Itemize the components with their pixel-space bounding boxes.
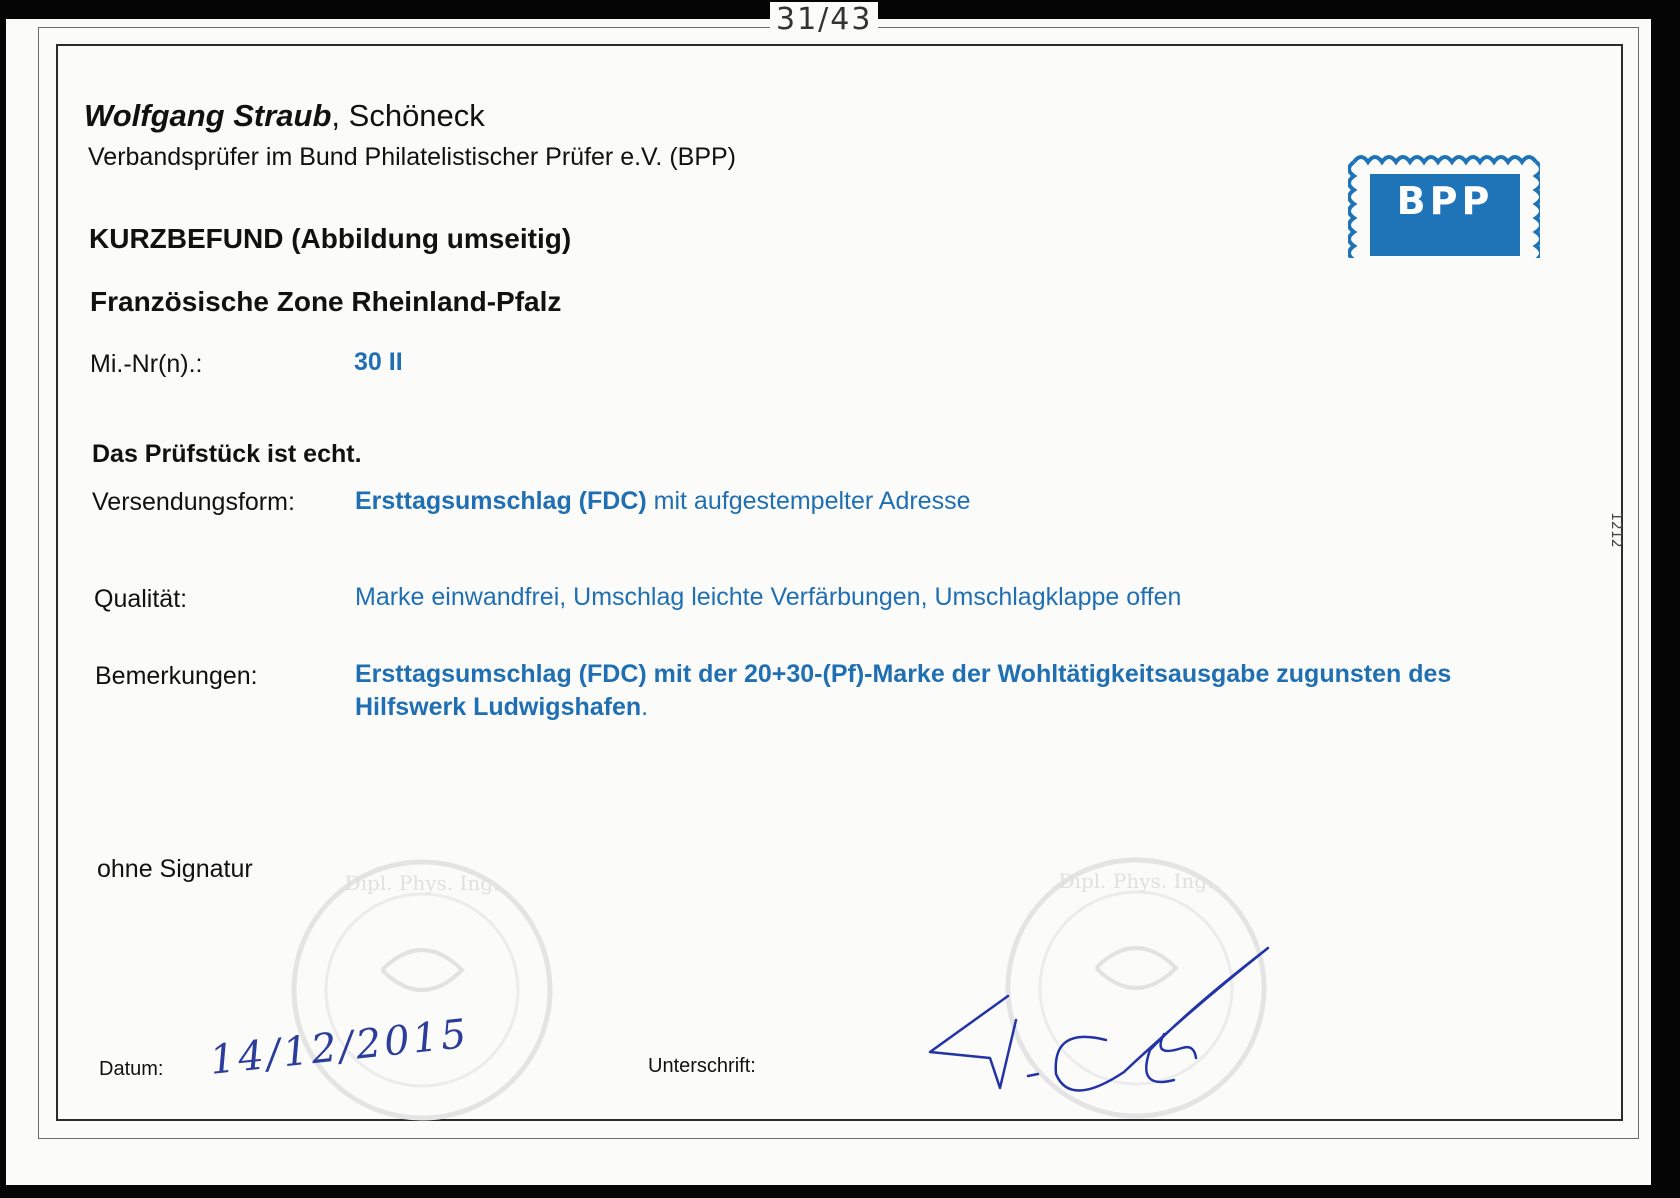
verdict: Das Prüfstück ist echt. (92, 440, 362, 468)
handwritten-signature (920, 940, 1280, 1110)
signature-label: Unterschrift: (648, 1055, 756, 1077)
territory-heading: Französische Zone Rheinland-Pfalz (90, 286, 562, 317)
seal-right-text: Dipl. Phys. Ing. (1058, 869, 1214, 893)
date-value: 14/12/2015 (207, 1010, 472, 1084)
quality-label: Qualität: (94, 585, 188, 613)
remarks-line-2 (355, 693, 648, 722)
remarks-line-2-text: Hilfswerk Ludwigshafen (355, 693, 642, 721)
document-title: KURZBEFUND (Abbildung umseitig) (89, 223, 572, 254)
bpp-logo (1348, 148, 1540, 258)
examiner-location: , Schöneck (331, 98, 485, 133)
catalog-value: 30 II (354, 348, 403, 376)
side-note: 1212 (1608, 512, 1624, 548)
quality-value: Marke einwandfrei, Umschlag leichte Verfärbungen, Umschlagklappe offen (355, 583, 1182, 611)
signature-note: ohne Signatur (97, 855, 253, 883)
bpp-logo-text: BPP (1396, 179, 1494, 223)
catalog-label: Mi.-Nr(n).: (90, 350, 203, 378)
examiner-line (84, 98, 485, 134)
remarks-line-2-end: . (641, 693, 649, 721)
date-label: Datum: (99, 1058, 164, 1080)
shipping-label: Versendungsform: (92, 488, 295, 516)
affiliation: Verbandsprüfer im Bund Philatelistischer Prüfer e.V. (BPP) (88, 143, 736, 171)
reference-number: 31/43 (770, 2, 878, 37)
seal-left-text: Dipl. Phys. Ing. (344, 871, 500, 895)
shipping-value-rest: mit aufgestempelter Adresse (646, 487, 971, 515)
examiner-name: Wolfgang Straub (84, 98, 332, 133)
shipping-value-bold: Ersttagsumschlag (FDC) (355, 487, 647, 515)
remarks-line-1: Ersttagsumschlag (FDC) mit der 20+30-(Pf)-Marke der Wohltätigkeitsausgabe zugunsten des (355, 660, 1452, 688)
embossed-seal-left (282, 850, 562, 1130)
shipping-value (355, 487, 971, 516)
remarks-label: Bemerkungen: (95, 662, 258, 690)
